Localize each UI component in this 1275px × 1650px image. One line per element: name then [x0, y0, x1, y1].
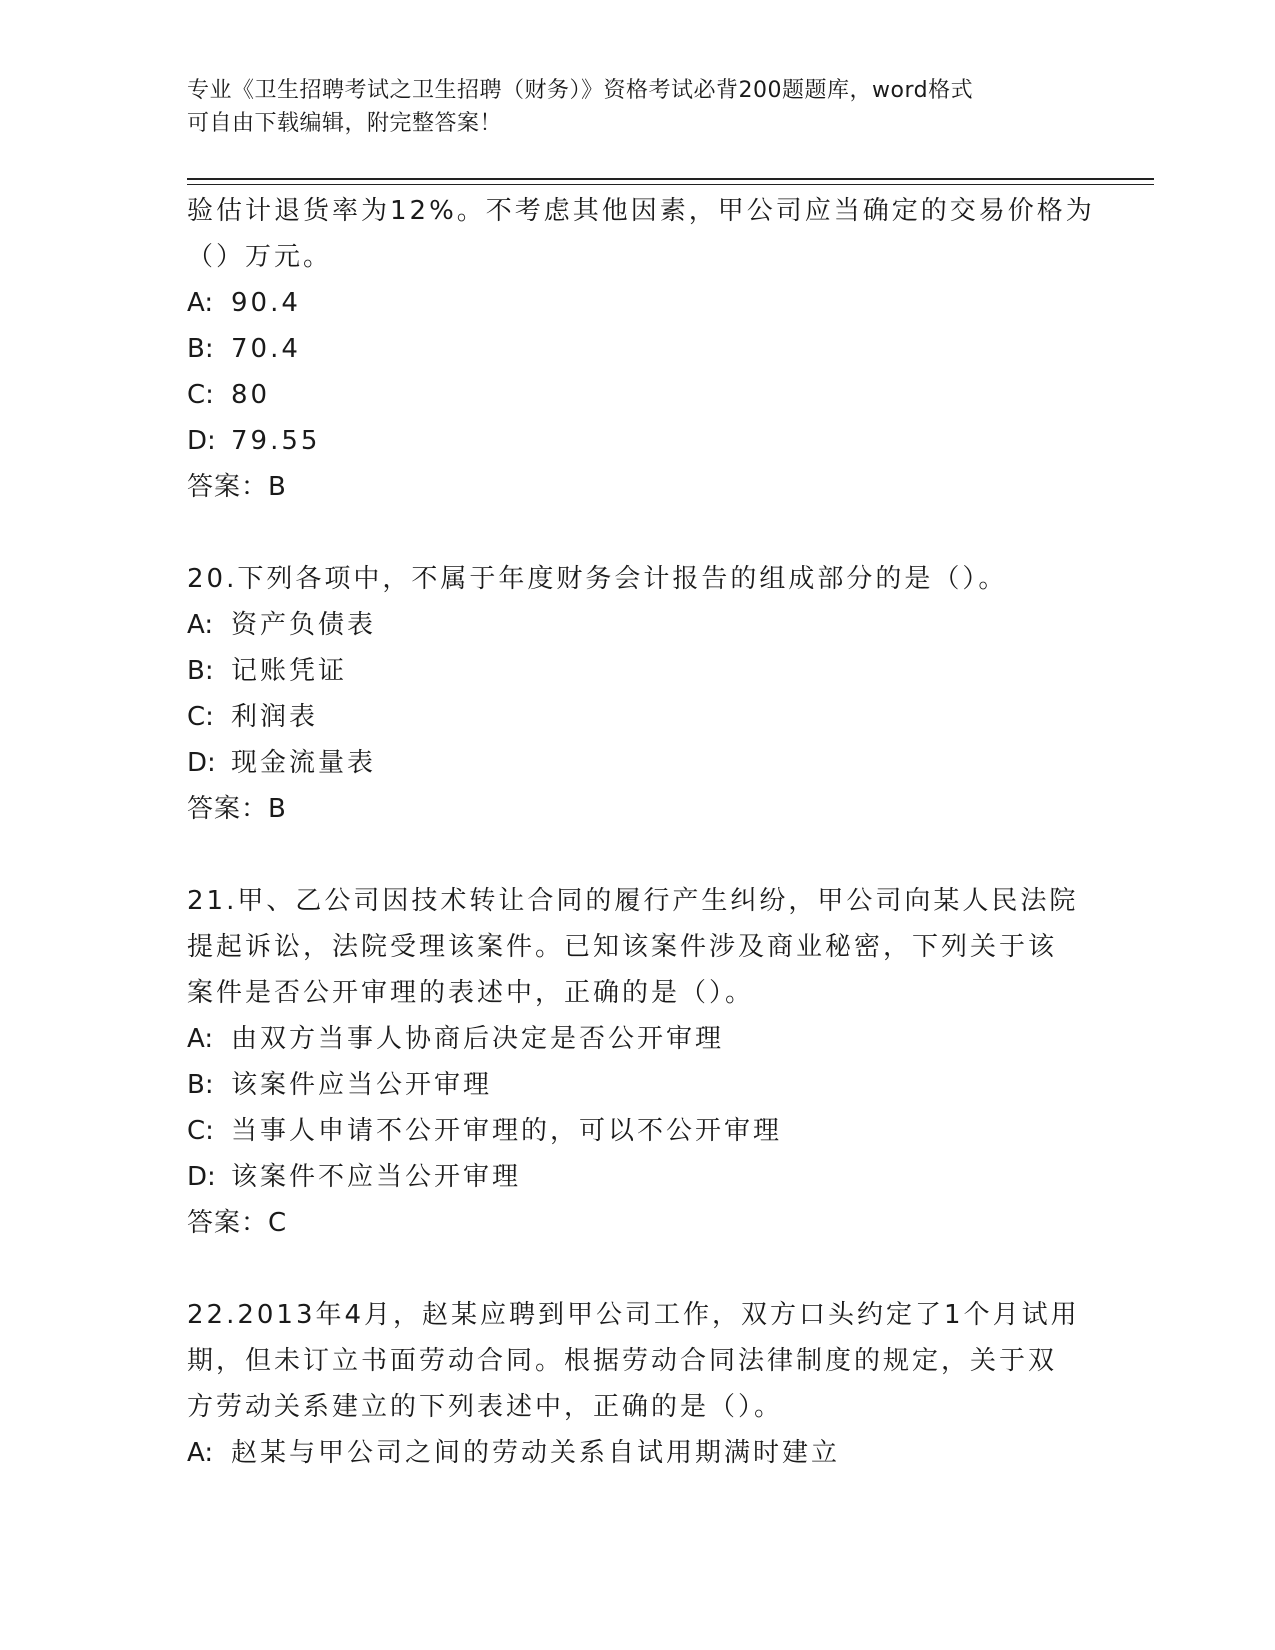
option-text: 70.4 — [231, 334, 301, 364]
option-label: A: — [187, 1438, 214, 1468]
option-a — [187, 280, 1087, 326]
option-d — [187, 740, 1087, 786]
header-line-2: 可自由下载编辑，附完整答案！ — [187, 111, 503, 136]
option-b — [187, 648, 1087, 694]
option-label: C: — [187, 380, 214, 410]
option-c — [187, 372, 1087, 418]
answer-line: 答案：C — [187, 1208, 288, 1238]
question-text-line: 期，但未订立书面劳动合同。根据劳动合同法律制度的规定，关于双 — [187, 1346, 1058, 1376]
option-text: 80 — [231, 380, 271, 410]
option-text: 该案件应当公开审理 — [231, 1070, 493, 1100]
option-d — [187, 418, 1087, 464]
option-label: D: — [187, 748, 216, 778]
header-rule-thin — [187, 184, 1154, 185]
header-line-1: 专业《卫生招聘考试之卫生招聘（财务）》资格考试必背200题题库，word格式 — [187, 78, 974, 103]
option-text: 利润表 — [231, 702, 319, 732]
question-text-line: 方劳动关系建立的下列表述中，正确的是（）。 — [187, 1392, 784, 1422]
header-rule-thick — [187, 178, 1154, 180]
option-label: B: — [187, 334, 214, 364]
question-block-21 — [187, 878, 1087, 1246]
question-block-22 — [187, 1292, 1087, 1476]
option-c — [187, 1108, 1087, 1154]
option-a — [187, 1430, 1087, 1476]
option-label: D: — [187, 1162, 216, 1192]
option-text: 现金流量表 — [231, 748, 377, 778]
option-label: A: — [187, 610, 214, 640]
option-text: 记账凭证 — [231, 656, 348, 686]
question-text-line: 验估计退货率为12%。不考虑其他因素，甲公司应当确定的交易价格为 — [187, 196, 1095, 226]
question-text-line: （）万元。 — [187, 242, 333, 272]
spacer — [187, 1246, 1087, 1292]
option-label: A: — [187, 288, 214, 318]
option-label: B: — [187, 1070, 214, 1100]
question-text-line: 21.甲、乙公司因技术转让合同的履行产生纠纷，甲公司向某人民法院 — [187, 886, 1079, 916]
option-label: B: — [187, 656, 214, 686]
option-text: 资产负债表 — [231, 610, 377, 640]
question-block-19 — [187, 188, 1095, 510]
option-d — [187, 1154, 1087, 1200]
option-text: 当事人申请不公开审理的，可以不公开审理 — [231, 1116, 783, 1146]
question-text-line: 22.2013年4月，赵某应聘到甲公司工作，双方口头约定了1个月试用 — [187, 1300, 1080, 1330]
answer-line: 答案：B — [187, 794, 287, 824]
option-text: 该案件不应当公开审理 — [231, 1162, 522, 1192]
option-label: A: — [187, 1024, 214, 1054]
question-text-line: 提起诉讼，法院受理该案件。已知该案件涉及商业秘密，下列关于该 — [187, 932, 1058, 962]
answer-line: 答案：B — [187, 472, 287, 502]
option-label: C: — [187, 1116, 214, 1146]
option-text: 赵某与甲公司之间的劳动关系自试用期满时建立 — [231, 1438, 841, 1468]
question-text-line: 20.下列各项中，不属于年度财务会计报告的组成部分的是（）。 — [187, 564, 1008, 594]
option-label: C: — [187, 702, 214, 732]
question-text-line: 案件是否公开审理的表述中，正确的是（）。 — [187, 978, 755, 1008]
spacer — [187, 510, 1087, 556]
spacer — [187, 832, 1087, 878]
question-list — [187, 188, 1095, 1476]
option-text: 由双方当事人协商后决定是否公开审理 — [231, 1024, 725, 1054]
option-a — [187, 602, 1087, 648]
option-b — [187, 326, 1087, 372]
page-header — [187, 74, 1087, 140]
option-b — [187, 1062, 1087, 1108]
option-label: D: — [187, 426, 216, 456]
option-text: 90.4 — [231, 288, 301, 318]
option-c — [187, 694, 1087, 740]
option-text: 79.55 — [231, 426, 321, 456]
question-block-20 — [187, 556, 1087, 832]
option-a — [187, 1016, 1087, 1062]
